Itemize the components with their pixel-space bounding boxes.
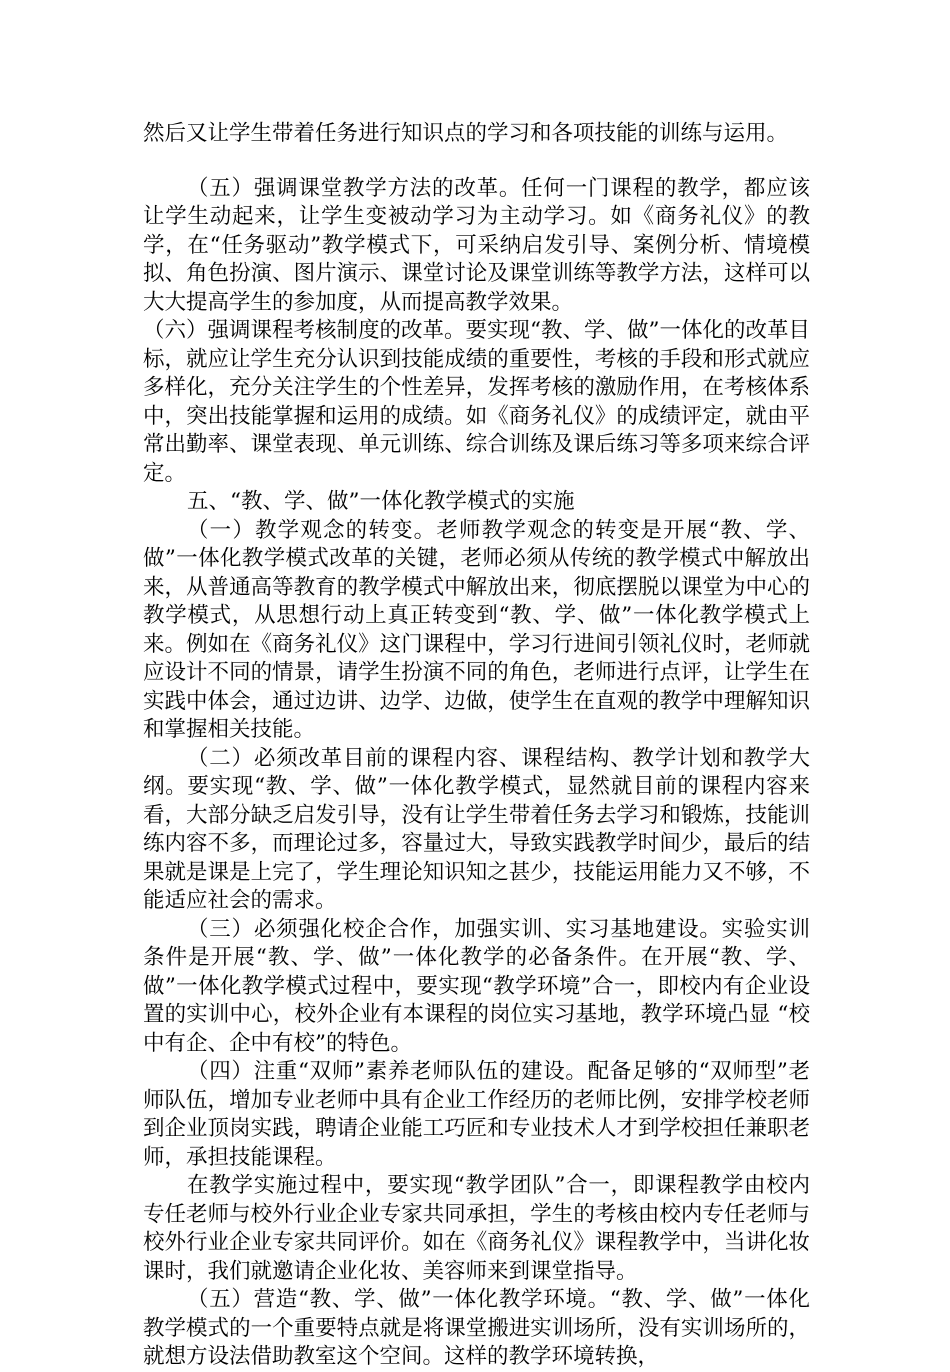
paragraph-curriculum-reform: （二）必须改革目前的课程内容、课程结构、教学计划和教学大纲。要实现“教、学、做”一体化教学模式，显然就目前的课程内容来看，大部分缺乏启发引导，没有让学生带着任务去学习和锻炼，技能训练内容不多，而理论过多，容量过大，导致实践教学时间少，最后的结果就是课是上完了，学生理论知识知之甚少，技能运用能力又不够，不能适应社会的需求。 — [143, 745, 810, 913]
paragraph-teaching-team: 在教学实施过程中，要实现“教学团队”合一，即课程教学由校内专任老师与校外行业企业专家共同承担，学生的考核由校内专任老师与校外行业企业专家共同评价。如在《商务礼仪》课程教学中，当讲化妆课时，我们就邀请企业化妆、美容师来到课堂指导。 — [143, 1173, 810, 1284]
paragraph-school-enterprise: （三）必须强化校企合作，加强实训、实习基地建设。实验实训条件是开展“教、学、做”一体化教学的必备条件。在开展“教、学、做”一体化教学模式过程中，要实现“教学环境”合一，即校内有企业设置的实训中心，校外企业有本课程的岗位实习基地，教学环境凸显 “校中有企、企中有校”的特色。 — [143, 916, 810, 1056]
paragraph-assessment-reform: （六）强调课程考核制度的改革。要实现“教、学、做”一体化的改革目标，就应让学生充分认识到技能成绩的重要性，考核的手段和形式就应多样化，充分关注学生的个性差异，发挥考核的激励作用，在考核体系中，突出技能掌握和运用的成绩。如《商务礼仪》的成绩评定，就由平常出勤率、课堂表现、单元训练、综合训练及课后练习等多项来综合评定。 — [143, 318, 810, 486]
section-heading-implementation: 五、“教、学、做”一体化教学模式的实施 — [187, 489, 575, 514]
paragraph-teaching-method-reform: （五）强调课堂教学方法的改革。任何一门课程的教学，都应该让学生动起来，让学生变被动学习为主动学习。如《商务礼仪》的教学，在“任务驱动”教学模式下，可采纳启发引导、案例分析、情境模拟、角色扮演、图片演示、课堂讨论及课堂训练等教学方法，这样可以大大提高学生的参加度，从而提高教学效果。 — [143, 175, 810, 315]
paragraph-environment: （五）营造“教、学、做”一体化教学环境。“教、学、做”一体化教学模式的一个重要特点就是将课堂搬进实训场所，没有实训场所的，就想方设法借助教室这个空间。这样的教学环境转换， — [143, 1287, 810, 1369]
document-page — [143, 120, 810, 1372]
paragraph-dual-teacher: （四）注重“双师”素养老师队伍的建设。配备足够的“双师型”老师队伍，增加专业老师中具有企业工作经历的老师比例，安排学校老师到企业顶岗实践，聘请企业能工巧匠和专业技术人才到学校担任兼职老师，承担技能课程。 — [143, 1059, 810, 1170]
paragraph-gap — [143, 149, 810, 175]
paragraph-continuation: 然后又让学生带着任务进行知识点的学习和各项技能的训练与运用。 — [143, 121, 789, 146]
paragraph-concept-change: （一）教学观念的转变。老师教学观念的转变是开展“教、学、做”一体化教学模式改革的关键，老师必须从传统的教学模式中解放出来，从普通高等教育的教学模式中解放出来，彻底摆脱以课堂为中心的教学模式，从思想行动上真正转变到“教、学、做”一体化教学模式上来。例如在《商务礼仪》这门课程中，学习行进间引领礼仪时，老师就应设计不同的情景，请学生扮演不同的角色，老师进行点评，让学生在实践中体会，通过边讲、边学、边做，使学生在直观的教学中理解知识和掌握相关技能。 — [143, 517, 810, 742]
